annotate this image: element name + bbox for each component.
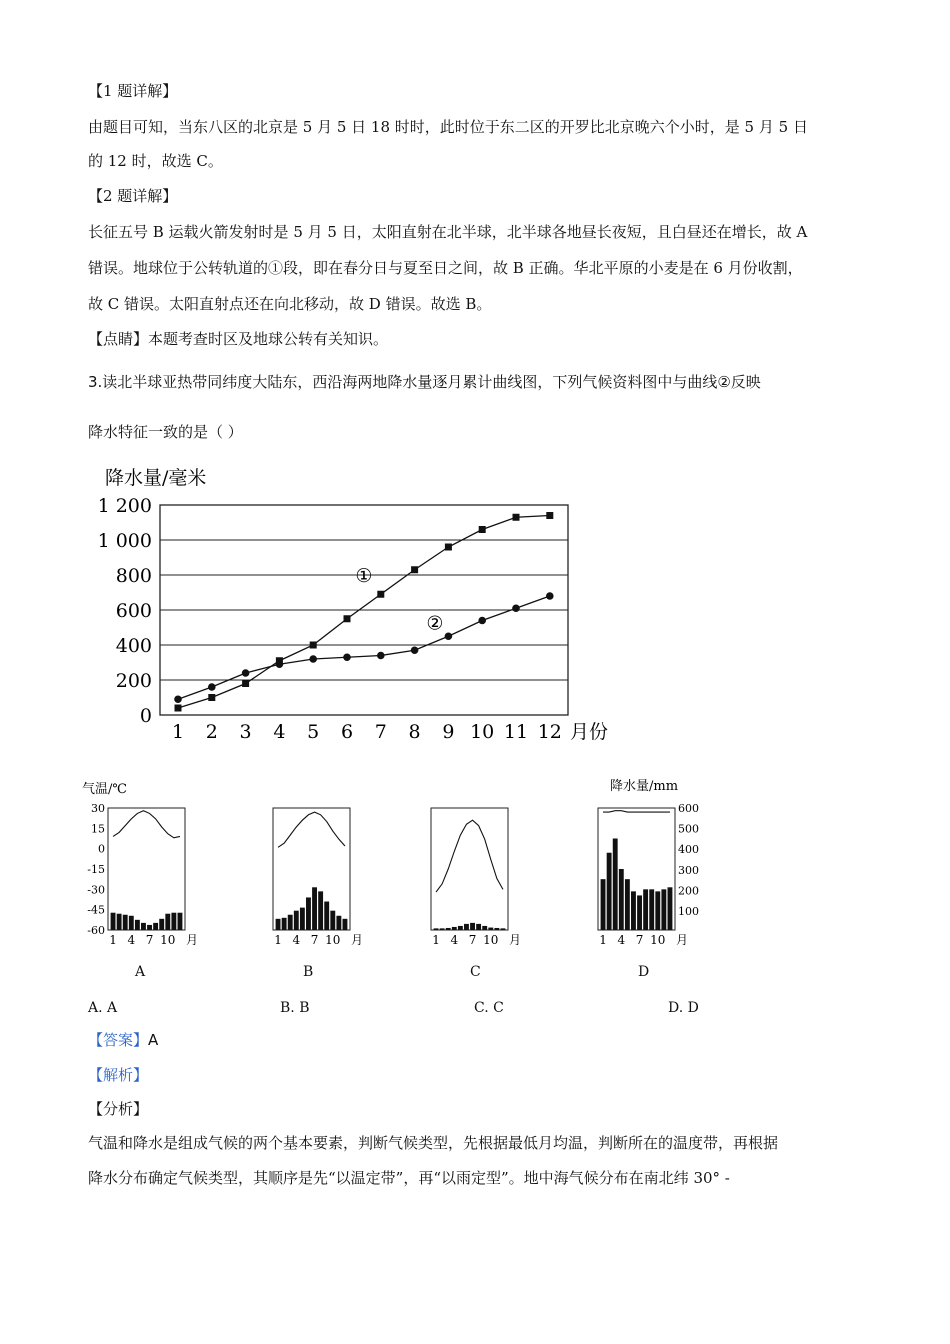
answer-value: A — [148, 1031, 159, 1049]
precip-bar — [171, 913, 176, 930]
precip-bar — [649, 889, 654, 930]
series-2-point — [377, 652, 385, 660]
precip-bar — [637, 895, 642, 930]
precip-bar — [330, 911, 335, 930]
x-tick-label: 5 — [307, 721, 320, 743]
series-1-point — [411, 566, 418, 573]
option-d[interactable]: D. D — [668, 1000, 699, 1016]
precip-bar — [147, 925, 152, 930]
precip-bar — [159, 919, 164, 930]
series-2-point — [343, 653, 351, 661]
month-tick-label: 10 — [483, 933, 499, 947]
temp-curve — [436, 820, 503, 892]
y-tick-label: 800 — [115, 565, 152, 587]
month-tick-label: 7 — [145, 933, 154, 947]
precip-bar — [470, 923, 475, 930]
temp-curve — [278, 812, 345, 847]
precip-bar — [501, 928, 506, 930]
precip-bar — [276, 919, 281, 930]
precip-bar — [312, 887, 317, 930]
temp-tick-label: -30 — [87, 883, 105, 897]
precip-bar — [129, 916, 134, 930]
precip-bar — [117, 914, 122, 930]
section1-paragraph-line1: 由题目可知，当东八区的北京是 5 月 5 日 18 时时，此时位于东二区的开罗比北京晚六个小时，是 5 月 5 日 — [88, 118, 808, 136]
series-line-1 — [178, 516, 550, 709]
series-2-point — [276, 660, 284, 668]
y-tick-label: 1 000 — [97, 530, 152, 552]
precip-bar — [482, 926, 487, 930]
section2-paragraph-line3: 故 C 错误。太阳直射点还在向北移动，故 D 错误。故选 B。 — [88, 295, 492, 313]
temp-tick-label: -15 — [87, 863, 105, 876]
precip-bar — [601, 879, 606, 930]
option-c[interactable]: C. C — [474, 1000, 504, 1016]
precip-bar — [111, 913, 116, 930]
series-1-point — [208, 694, 215, 701]
series-2-point — [208, 683, 216, 691]
temp-curve — [113, 811, 180, 838]
month-tick-label: 4 — [127, 933, 136, 947]
precip-bar — [135, 920, 140, 930]
precip-bar — [619, 869, 624, 930]
climo-frame — [431, 808, 508, 930]
precip-bar — [494, 928, 499, 930]
precip-bar — [446, 928, 451, 930]
precip-bar — [625, 879, 630, 930]
series-1-point — [175, 705, 182, 712]
month-tick-label: 1 — [274, 933, 282, 947]
temp-tick-label: 30 — [91, 802, 105, 815]
temp-tick-label: -60 — [87, 924, 105, 937]
precip-bar — [141, 923, 146, 930]
x-tick-label: 6 — [340, 721, 354, 743]
y-tick-label: 0 — [139, 705, 152, 727]
precip-bar — [452, 927, 457, 930]
fenxi-paragraph-line1: 气温和降水是组成气候的两个基本要素，判断气候类型，先根据最低月均温，判断所在的温度带，再根据 — [88, 1134, 779, 1152]
precip-bar — [668, 887, 673, 930]
temp-tick-label: -45 — [87, 903, 105, 917]
month-tick-label: 7 — [310, 933, 319, 947]
precip-tick-label: 300 — [678, 863, 699, 877]
precip-bar — [300, 908, 305, 930]
precip-bar — [613, 839, 618, 931]
precip-bar — [318, 891, 323, 930]
x-tick-label: 4 — [273, 721, 286, 743]
option-a[interactable]: A. A — [88, 1000, 118, 1016]
section1-heading: 【1 题详解】 — [88, 82, 178, 100]
fenxi-paragraph-line2: 降水分布确定气候类型，其顺序是先“以温定带”，再“以雨定型”。地中海气候分布在南北纬 30° - — [88, 1169, 730, 1187]
climograph-D — [590, 775, 720, 950]
temp-tick-label: 0 — [98, 842, 105, 856]
y-tick-label: 600 — [115, 600, 152, 622]
series-line-2 — [178, 596, 550, 699]
x-tick-label: 1 — [171, 721, 185, 743]
climograph-label-B: B — [303, 964, 314, 980]
precip-bar — [306, 897, 311, 930]
x-axis-title: 月份 — [570, 721, 609, 743]
series-2-point — [174, 695, 182, 703]
precip-tick-label: 100 — [678, 905, 699, 918]
precip-bar — [464, 924, 469, 930]
x-tick-label: 7 — [374, 721, 387, 743]
precip-bar — [643, 889, 648, 930]
series-1-point — [479, 526, 486, 533]
month-tick-label: 7 — [468, 933, 477, 947]
month-tick-label: 7 — [635, 933, 644, 947]
precip-bar — [178, 913, 183, 930]
y-tick-label: 200 — [115, 670, 152, 692]
precip-bar — [476, 924, 481, 930]
precip-tick-label: 500 — [678, 822, 699, 836]
series-2-point — [411, 646, 419, 654]
climograph-C — [420, 775, 530, 950]
series-1-point — [242, 680, 249, 687]
y-tick-label: 400 — [115, 635, 152, 657]
answer-tag: 【答案】 — [88, 1031, 149, 1049]
comment-line: 【点睛】本题考查时区及地球公转有关知识。 — [88, 330, 389, 348]
month-axis-title: 月 — [351, 933, 364, 947]
month-axis-title: 月 — [509, 933, 522, 947]
temp-tick-label: 15 — [91, 822, 105, 836]
precip-axis-title: 降水量/mm — [610, 779, 679, 794]
month-tick-label: 10 — [325, 933, 341, 947]
series-2-point — [242, 669, 250, 677]
series-2-point — [546, 592, 554, 600]
fenxi-heading: 【分析】 — [88, 1100, 149, 1118]
precip-bar — [440, 928, 445, 930]
x-tick-label: 12 — [537, 721, 562, 743]
x-tick-label: 2 — [205, 721, 218, 743]
month-tick-label: 4 — [292, 933, 301, 947]
series-1-point — [377, 591, 384, 598]
month-tick-label: 1 — [109, 933, 117, 947]
precip-bar — [434, 928, 439, 930]
option-b[interactable]: B. B — [280, 1000, 310, 1016]
y-tick-label: 1 200 — [97, 495, 152, 517]
temp-axis-title: 气温/℃ — [82, 782, 127, 797]
series-2-point — [512, 604, 520, 612]
climograph-A — [82, 775, 212, 950]
series-2-point — [309, 655, 317, 663]
precip-bar — [607, 853, 612, 930]
climograph-label-D: D — [638, 964, 650, 980]
precip-bar — [458, 926, 463, 930]
section2-heading: 【2 题详解】 — [88, 187, 178, 205]
precip-bar — [488, 928, 493, 930]
month-tick-label: 1 — [432, 933, 440, 947]
month-tick-label: 1 — [599, 933, 607, 947]
month-axis-title: 月 — [676, 933, 689, 947]
question-line1: 3.读北半球亚热带同纬度大陆东，西沿海两地降水量逐月累计曲线图，下列气候资料图中与曲线②反映 — [88, 373, 761, 391]
x-tick-label: 3 — [239, 721, 252, 743]
series-1-point — [344, 615, 351, 622]
month-tick-label: 4 — [617, 933, 626, 947]
series-2-point — [478, 617, 486, 625]
precip-bar — [288, 915, 293, 930]
month-axis-title: 月 — [186, 933, 199, 947]
precip-bar — [631, 891, 636, 930]
precip-bar — [123, 915, 128, 930]
section2-paragraph-line2: 错误。地球位于公转轨道的①段，即在春分日与夏至日之间，故 B 正确。华北平原的小麦是在 6 月份收割， — [88, 259, 803, 277]
precip-bar — [153, 923, 158, 930]
precip-tick-label: 200 — [678, 884, 699, 898]
cumulative-precip-chart — [95, 460, 655, 750]
x-tick-label: 8 — [408, 721, 421, 743]
x-tick-label: 11 — [503, 721, 529, 743]
series-1-point — [513, 514, 520, 521]
series-2-label: ② — [426, 612, 444, 635]
precip-bar — [336, 916, 341, 930]
y-axis-title: 降水量/毫米 — [105, 467, 207, 489]
precip-tick-label: 600 — [678, 802, 699, 815]
series-1-point — [310, 642, 317, 649]
precip-bar — [661, 889, 666, 930]
question-line2: 降水特征一致的是（ ） — [88, 423, 243, 441]
month-tick-label: 4 — [450, 933, 459, 947]
x-tick-label: 9 — [442, 721, 455, 743]
analysis-tag: 【解析】 — [88, 1066, 149, 1084]
temp-curve — [603, 811, 670, 812]
climo-frame — [108, 808, 185, 930]
series-1-label: ① — [355, 565, 373, 587]
section1-paragraph-line2: 的 12 时，故选 C。 — [88, 152, 223, 170]
climograph-B — [262, 775, 372, 950]
series-1-point — [445, 544, 452, 551]
answer-line — [88, 1030, 158, 1050]
month-tick-label: 10 — [650, 933, 666, 947]
climograph-label-C: C — [470, 964, 481, 980]
precip-bar — [294, 911, 299, 930]
climo-frame — [273, 808, 350, 930]
precip-bar — [343, 919, 348, 930]
precip-bar — [282, 918, 287, 930]
precip-bar — [165, 914, 170, 930]
series-2-point — [445, 632, 453, 640]
section2-paragraph-line1: 长征五号 B 运载火箭发射时是 5 月 5 日，太阳直射在北半球，北半球各地昼长夜短，且白昼还在增长，故 A — [88, 223, 808, 241]
month-tick-label: 10 — [160, 933, 176, 947]
precip-bar — [655, 891, 660, 930]
climograph-label-A: A — [135, 964, 146, 980]
x-tick-label: 10 — [470, 721, 495, 743]
precip-bar — [324, 902, 329, 930]
precip-tick-label: 400 — [678, 843, 699, 857]
series-1-point — [546, 512, 553, 519]
